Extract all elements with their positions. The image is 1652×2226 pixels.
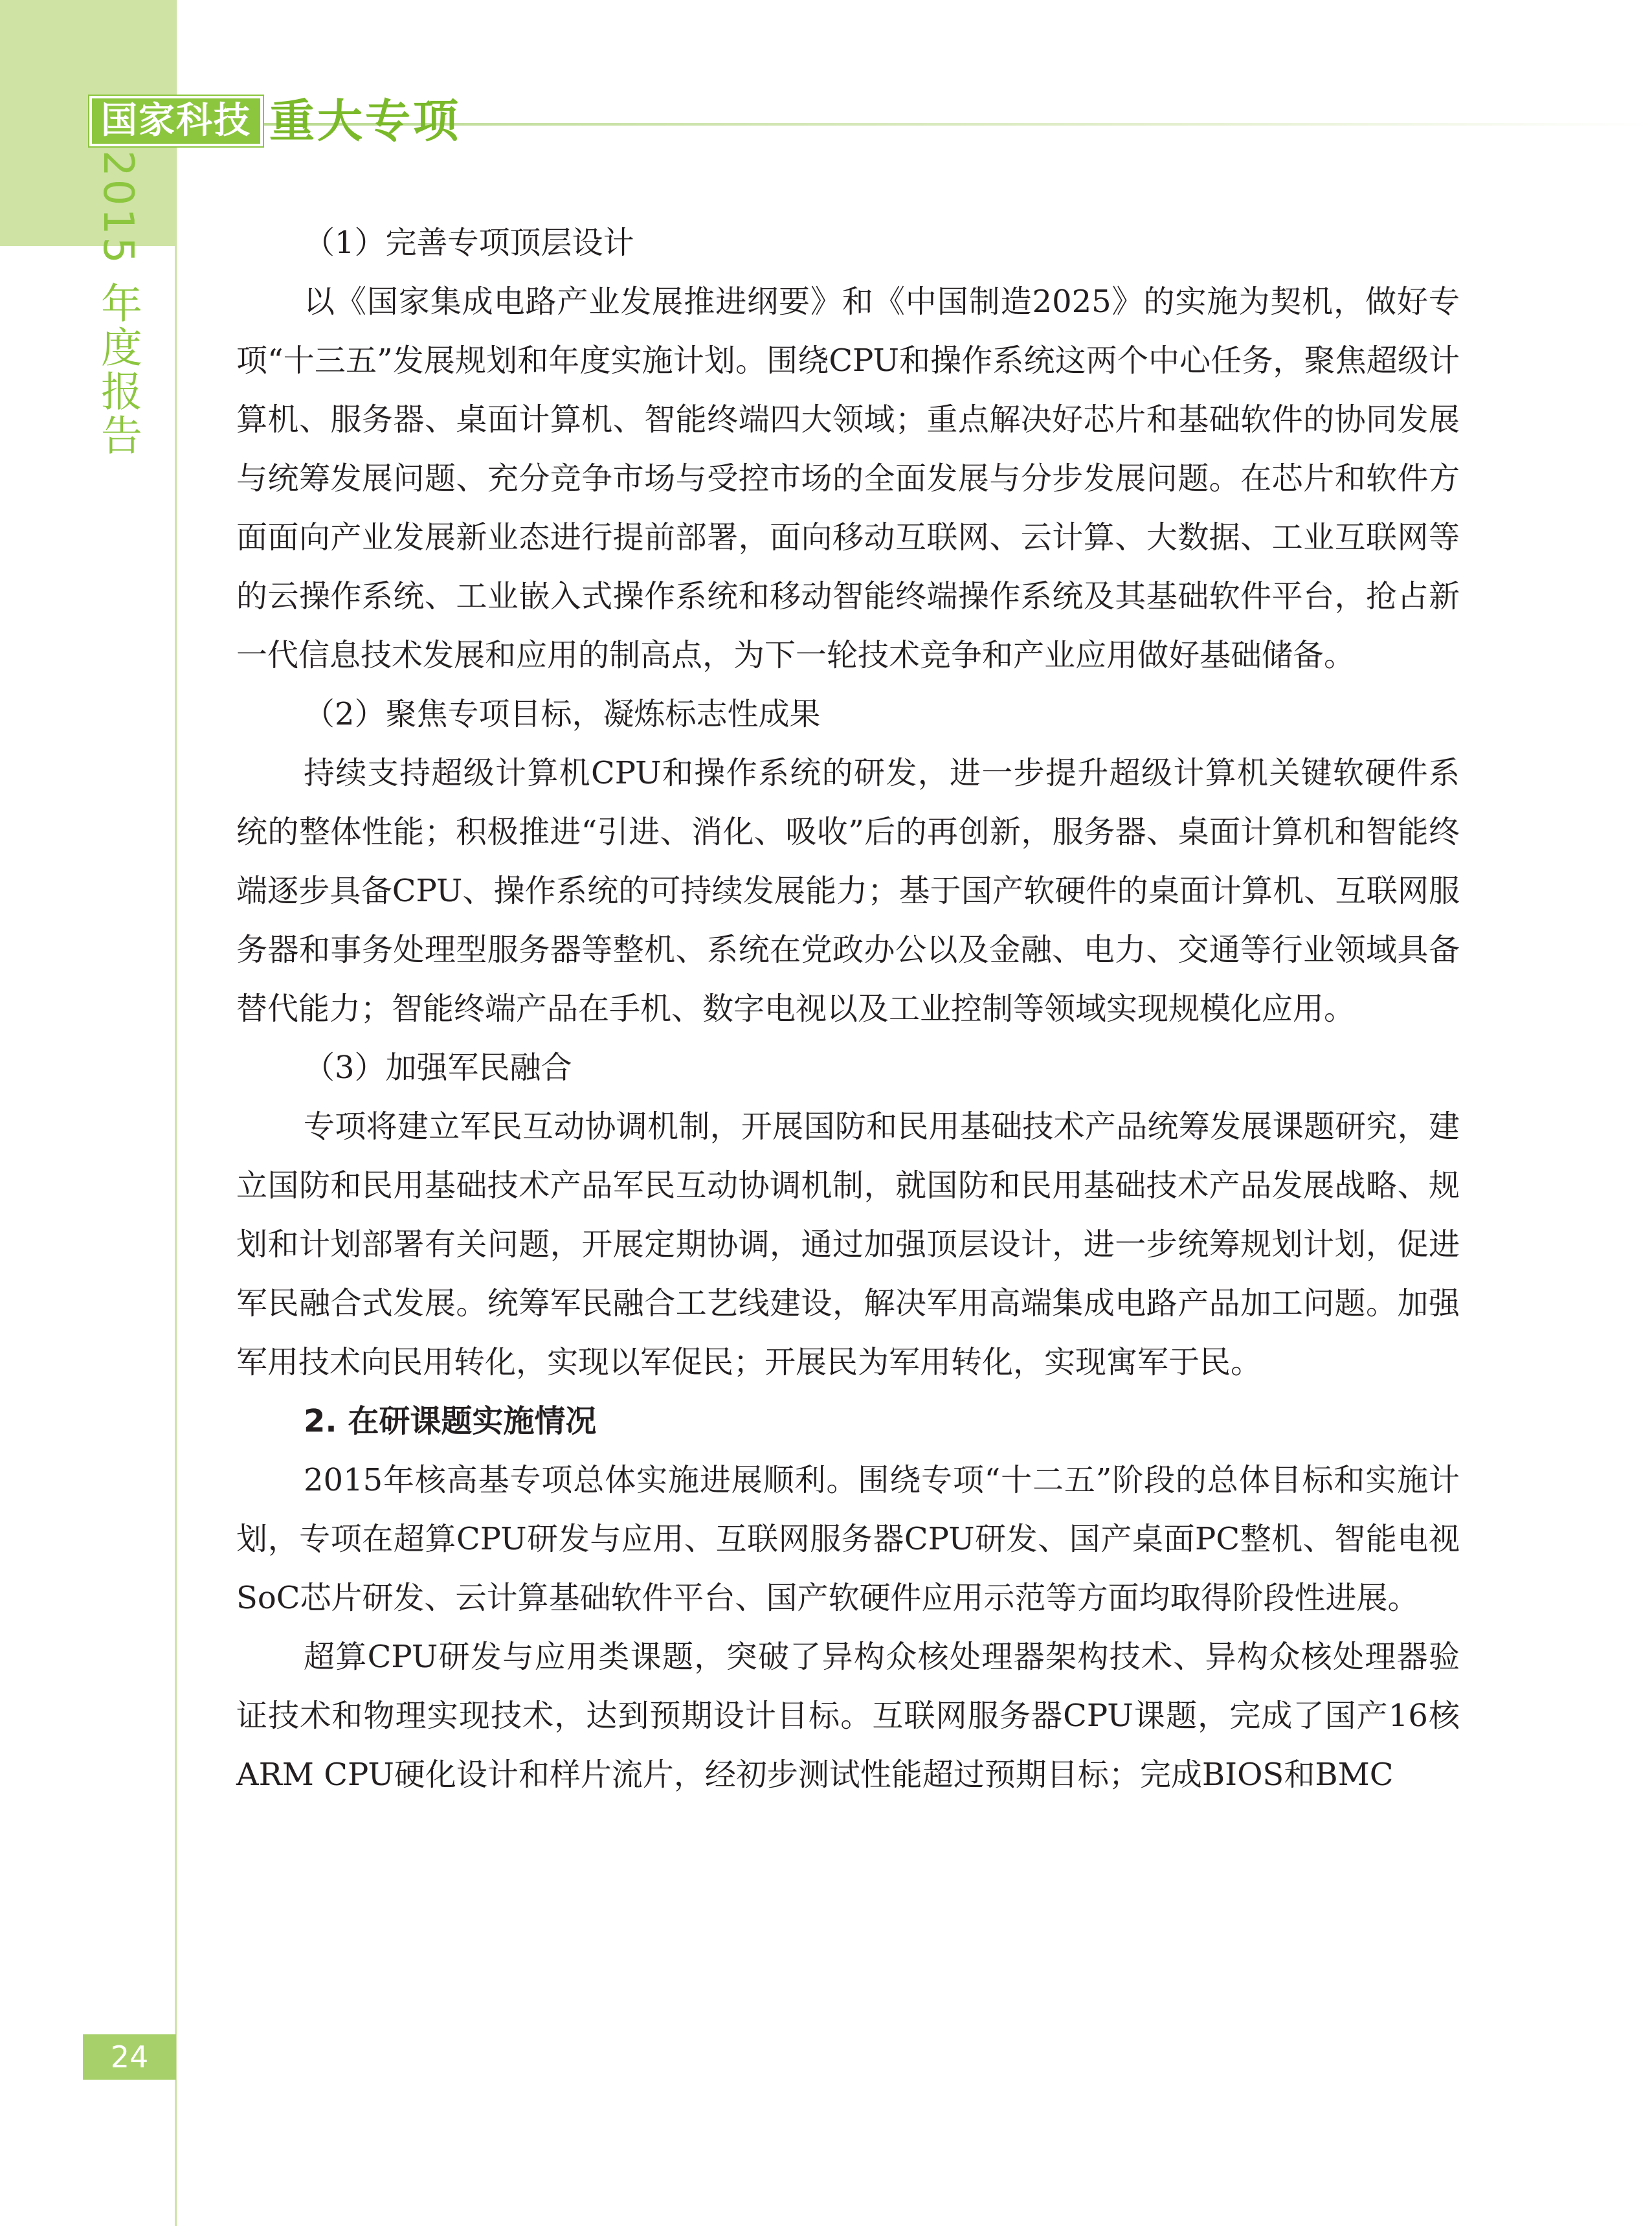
document-body [236,214,1460,1804]
paragraph-1: 以《国家集成电路产业发展推进纲要》和《中国制造2025》的实施为契机，做好专项“十三五”发展规划和年度实施计划。围绕CPU和操作系统这两个中心任务，聚焦超级计算机、服务器、桌面计算机、智能终端四大领域；重点解决好芯片和基础软件的协同发展与统筹发展问题、充分竞争市场与受控市场的全面发展与分步发展问题。在芯片和软件方面面向产业发展新业态进行提前部署，面向移动互联网、云计算、大数据、工业互联网等的云操作系统、工业嵌入式操作系统和移动智能终端操作系统及其基础软件平台，抢占新一代信息技术发展和应用的制高点，为下一轮技术竞争和产业应用做好基础储备。 [236,284,1460,673]
report-year-label: 2015 年度报告 [94,150,142,458]
page-number: 24 [83,2034,176,2080]
paragraph-4: 2015年核高基专项总体实施进展顺利。围绕专项“十二五”阶段的总体目标和实施计划，专项在超算CPU研发与应用、互联网服务器CPU研发、国产桌面PC整机、智能电视SoC芯片研发、云计算基础软件平台、国产软硬件应用示范等方面均取得阶段性进展。 [236,1462,1460,1616]
section-heading-4: 2. 在研课题实施情况 [304,1403,597,1439]
brand-title-text: 重大专项 [269,95,461,148]
section-heading-3: （3）加强军民融合 [304,1050,572,1086]
brand-box-text: 国家科技 [89,96,263,146]
section-heading-2: （2）聚焦专项目标，凝炼标志性成果 [304,696,821,732]
section-heading-1: （1）完善专项顶层设计 [304,225,634,261]
paragraph-2: 持续支持超级计算机CPU和操作系统的研发，进一步提升超级计算机关键软硬件系统的整体性能；积极推进“引进、消化、吸收”后的再创新，服务器、桌面计算机和智能终端逐步具备CPU、操作系统的可持续发展能力；基于国产软硬件的桌面计算机、互联网服务器和事务处理型服务器等整机、系统在党政办公以及金融、电力、交通等行业领域具备替代能力；智能终端产品在手机、数字电视以及工业控制等领域实现规模化应用。 [236,755,1460,1027]
paragraph-3: 专项将建立军民互动协调机制，开展国防和民用基础技术产品统筹发展课题研究，建立国防和民用基础技术产品军民互动协调机制，就国防和民用基础技术产品发展战略、规划和计划部署有关问题，开展定期协调，通过加强顶层设计，进一步统筹规划计划，促进军民融合式发展。统筹军民融合工艺线建设，解决军用高端集成电路产品加工问题。加强军用技术向民用转化，实现以军促民；开展民为军用转化，实现寓军于民。 [236,1108,1460,1380]
paragraph-5: 超算CPU研发与应用类课题，突破了异构众核处理器架构技术、异构众核处理器验证技术和物理实现技术，达到预期设计目标。互联网服务器CPU课题，完成了国产16核ARM CPU硬化设计和样片流片，经初步测试性能超过预期目标；完成BIOS和BMC [236,1639,1460,1793]
brand-logo [89,95,461,148]
side-margin-line [175,0,177,2226]
